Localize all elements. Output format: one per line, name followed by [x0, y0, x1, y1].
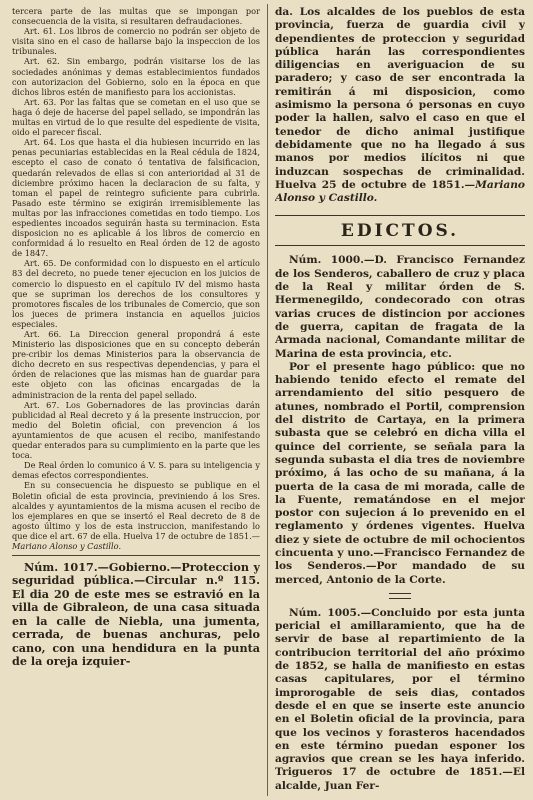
divider: [12, 555, 260, 556]
column-rule: [267, 4, 268, 796]
publication-paragraph: En su consecuencia he dispuesto se publique en el Boletin oficial de esta provincia, previniendo á los Sres. alcaldes y ayuntamientos de la misma acusen el recibo de los ejemplares en que se insertó el Real decreto de 8 de agosto último y los de esta instruccion, manifestando lo que dice el art. 67 de ella. Huelva 17 de octubre de 1851.—Mariano Alonso y Castillo.: [12, 480, 260, 551]
paragraph-continuation: tercera parte de las multas que se impongan por consecuencia de la visita, si resultaren defraudaciones.: [12, 6, 260, 27]
signature-2: Mariano Alonso y Castillo.: [275, 178, 525, 205]
circular-notice: [12, 561, 260, 668]
left-column: [12, 6, 260, 800]
signature: Mariano Alonso y Castillo.: [12, 540, 122, 551]
article-63: Art. 63. Por las faltas que se cometan en el uso que se haga ó deje de hacerse del papel sellado, se impondrán las multas en virtud de lo que resulte del espediente de visita, oido el parecer fiscal.: [12, 96, 260, 138]
small-divider: [389, 593, 411, 599]
article-64: Art. 64. Los que hasta el dia hubiesen incurrido en las penas pecuniarias establecidas en la Real cédula de 1824, escepto el caso de conato ó tentativa de falsificacion, quedarán relevados de ellas si con anterioridad al 31 de diciembre próximo hacen la declaracion de su falta, y toman el papel de reintegro suficiente para cubrirla. Pasado este término se exigirán irremisiblemente las multas por las infracciones cometidas en todo tiempo. Los espedientes incoados seguirán hasta su terminacion. Esta disposicion no es aplicable á los libros de comercio en conformidad á lo resuelto en Real órden de 12 de agosto de 1847.: [12, 137, 260, 259]
edicto-1005: Núm. 1005.—Concluido por esta junta pericial el amillaramiento, que ha de servir de base al repartimiento de la contribucion territorial del año próximo de 1852, se halla de manifiesto en estas casas capitulares, por el término improrogable de seis dias, contados desde el en que se inserte este anuncio en el Boletin oficial de la provincia, para que los vecinos y forasteros hacendados en este término puedan esponer los agravios que crean se les haya inferido. Trigueros 17 de octubre de 1851.—El alcalde, Juan Fer-: [275, 606, 525, 792]
right-column: [275, 6, 525, 800]
article-62: Art. 62. Sin embargo, podrán visitarse los de las sociedades anónimas y demas establecimientos fundados con autorizacion del Gobierno, solo en la época en que dichos libros estén de manifiesto para los accionistas.: [12, 56, 260, 97]
article-67: Art. 67. Los Gobernadores de las provincias darán publicidad al Real decreto y á la presente instruccion, por medio del Boletin oficial, con prevencion á los ayuntamientos de que acusen el recibo, manifestando quedar enterados para su cumplimiento en la parte que les toca.: [12, 399, 260, 461]
section-title: EDICTOS.: [275, 215, 525, 246]
royal-order-paragraph: De Real órden lo comunico á V. S. para su inteligencia y demas efectos correspondientes.: [12, 460, 260, 481]
edicto-1000-header: Núm. 1000.—D. Francisco Fernandez de los Senderos, caballero de cruz y placa de la Real y militar órden de S. Hermenegildo, condecorado con otras varias cruces de distincion por acciones de guerra, capitan de fragata de la Armada nacional, Comandante militar de Marina de esta provincia, etc.: [275, 254, 525, 360]
edicto-1000-body: Por el presente hago público: que no habiendo tenido efecto el remate del arrendamiento del sitio pesquero de atunes, nombrado el Portil, comprension del distrito de Cartaya, en la primera subasta que se celebró en dicha villa el quince del corriente, se señala para la segunda subasta el dia tres de noviembre próximo, á las ocho de su mañana, á la puerta de la casa de mi morada, calle de la Fuente, rematándose en el mejor postor con sujecion á lo prevenido en el reglamento y órdenes vigentes. Huelva diez y siete de octubre de mil ochocientos cincuenta y uno.—Francisco Fernandez de los Senderos.—Por mandado de su merced, Antonio de la Corte.: [275, 360, 525, 586]
article-61: Art. 61. Los libros de comercio no podrán ser objeto de visita sino en el caso de hallarse bajo la inspeccion de los tribunales.: [12, 26, 260, 57]
circular-continuation: da. Los alcaldes de los pueblos de esta provincia, fuerza de guardia civil y dependientes de proteccion y seguridad pública harán las correspondientes diligencias en averiguacion de su paradero; y caso de ser encontrada la remitirán á mi disposicion, como asimismo la persona ó personas en cuyo poder la hallen, salvo el caso en que el tenedor de dicho animal justifique debidamente que no ha llegado á sus manos por medios ilícitos ni que induzcan sospechas de criminalidad. Huelva 25 de octubre de 1851.—Mariano Alonso y Castillo.: [275, 6, 525, 205]
article-66: Art. 66. La Direccion general propondrá á este Ministerio las disposiciones que en su concepto deberán pre-cribir los demas Ministerios para la observancia de dicho decreto en sus respectivas dependencias, y para el órden de relaciones que las mismas han de guardar para este objeto con las oficinas encargadas de la administracion de la renta del papel sellado.: [12, 329, 260, 400]
article-65: Art. 65. De conformidad con lo dispuesto en el artículo 83 del decreto, no puede tener ejecucion en los juicios de comercio lo dispuesto en el capítulo IV del mismo hasta que se supriman los derechos de los consultores y promotores fiscales de los tribunales de Comercio, que son los jueces de primera instancia en aquellos juicios especiales.: [12, 258, 260, 329]
circular-115: Núm. 1017.—Gobierno.—Proteccion y seguridad pública.—Circular n.º 115. El dia 20 de este mes se estravió en la villa de Gibraleon, de una casa situada en la calle de Niebla, una jumenta, cerrada, de buenas anchuras, pelo cano, con una hendidura en la punta de la oreja izquier-: [12, 560, 260, 668]
